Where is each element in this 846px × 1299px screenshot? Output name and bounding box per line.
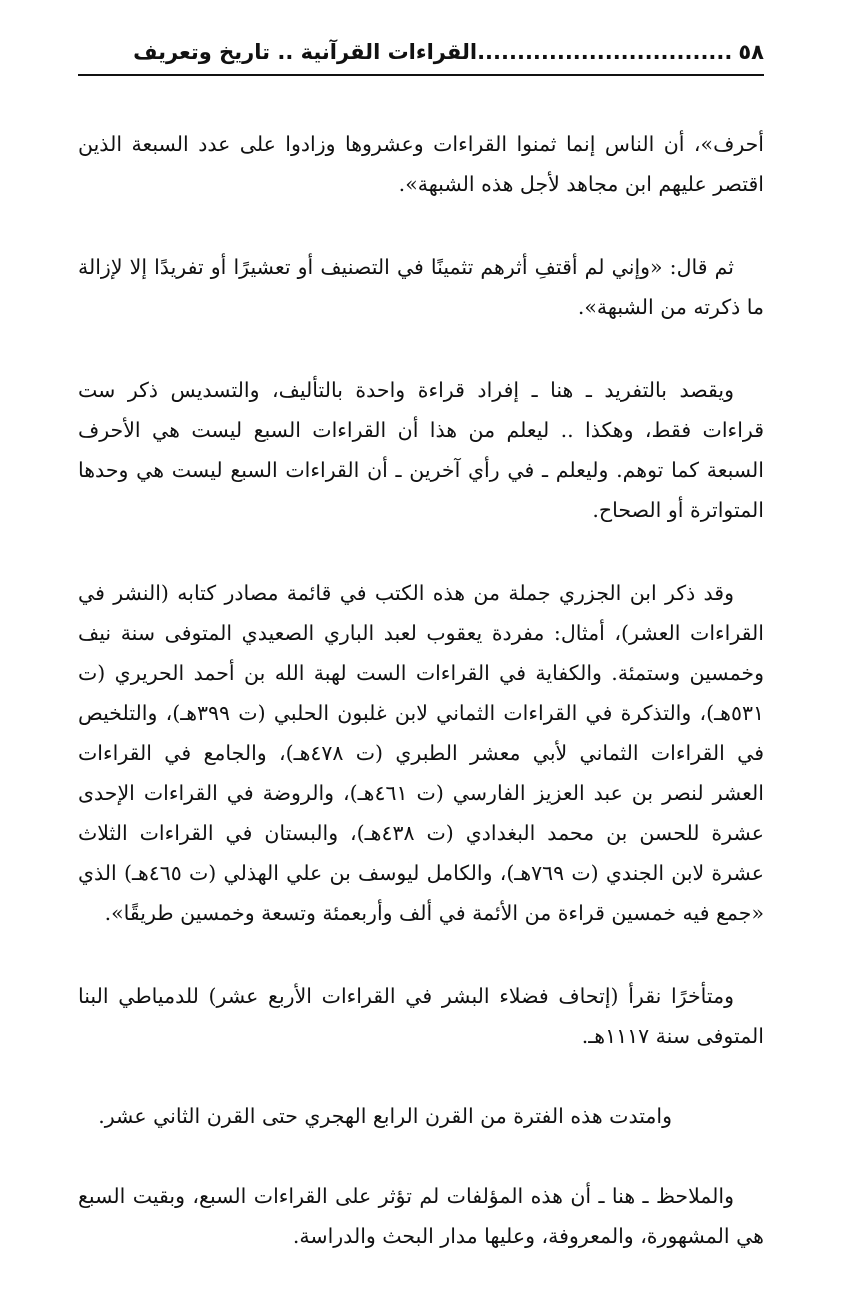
book-page (78, 30, 764, 1299)
paragraph: ويقصد بالتفريد ـ هنا ـ إفراد قراءة واحدة بالتأليف، والتسديس ذكر ست قراءات فقط، وهكذا .. ليعلم من هذا أن القراءات السبع ليست هي الأحرف السبعة كما توهم. وليعلم ـ في رأي آخرين ـ أن القراءات السبع ليست هي وحدها المتواترة أو الصحاح. (78, 378, 764, 522)
body-text (78, 124, 764, 1256)
paragraph: ثم قال: «وإني لم أقتفِ أثرهم تثمينًا في التصنيف أو تعشيرًا أو تفريدًا إلا لإزالة ما ذكرته من الشبهة». (78, 255, 764, 319)
paragraph: والملاحظ ـ هنا ـ أن هذه المؤلفات لم تؤثر على القراءات السبع، وبقيت السبع هي المشهورة، والمعروفة، وعليها مدار البحث والدراسة. (78, 1184, 764, 1248)
running-title (78, 30, 732, 74)
paragraph: وامتدت هذه الفترة من القرن الرابع الهجري حتى القرن الثاني عشر. (98, 1104, 672, 1128)
book-title: القراءات القرآنية .. تاريخ وتعريف (133, 40, 478, 64)
paragraph: وقد ذكر ابن الجزري جملة من هذه الكتب في قائمة مصادر كتابه (النشر في القراءات العشر)، أمثال: مفردة يعقوب لعبد الباري الصعيدي المتوفى سنة نيف وخمسين وستمئة. والكفاية في القراءات الست لهبة الله بن أحمد الحريري (ت ٥٣١هـ)، والتذكرة في القراءات الثماني لابن غلبون الحلبي (ت ٣٩٩هـ)، والتلخيص في القراءات الثماني لأبي معشر الطبري (ت ٤٧٨هـ)، والجامع في القراءات العشر لنصر بن عبد العزيز الفارسي (ت ٤٦١هـ)، والروضة في القراءات الإحدى عشرة للحسن بن محمد البغدادي (ت ٤٣٨هـ)، والبستان في القراءات الثلاث عشرة لابن الجندي (ت ٧٦٩هـ)، والكامل ليوسف بن علي الهذلي (ت ٤٦٥هـ) الذي «جمع فيه خمسين قراءة من الأئمة في ألف وأربعمئة وتسعة وخمسين طريقًا». (78, 581, 764, 925)
running-header (78, 30, 764, 76)
page-number: ٥٨ (738, 40, 764, 64)
paragraph: أحرف»، أن الناس إنما ثمنوا القراءات وعشروها وزادوا على عدد السبعة الذين اقتصر عليهم ابن مجاهد لأجل هذه الشبهة». (78, 132, 764, 196)
paragraph: ومتأخرًا نقرأ (إتحاف فضلاء البشر في القراءات الأربع عشر) للدمياطي البنا المتوفى سنة ١١١٧هـ. (78, 984, 764, 1048)
leader-dots: ................................ (477, 40, 733, 64)
